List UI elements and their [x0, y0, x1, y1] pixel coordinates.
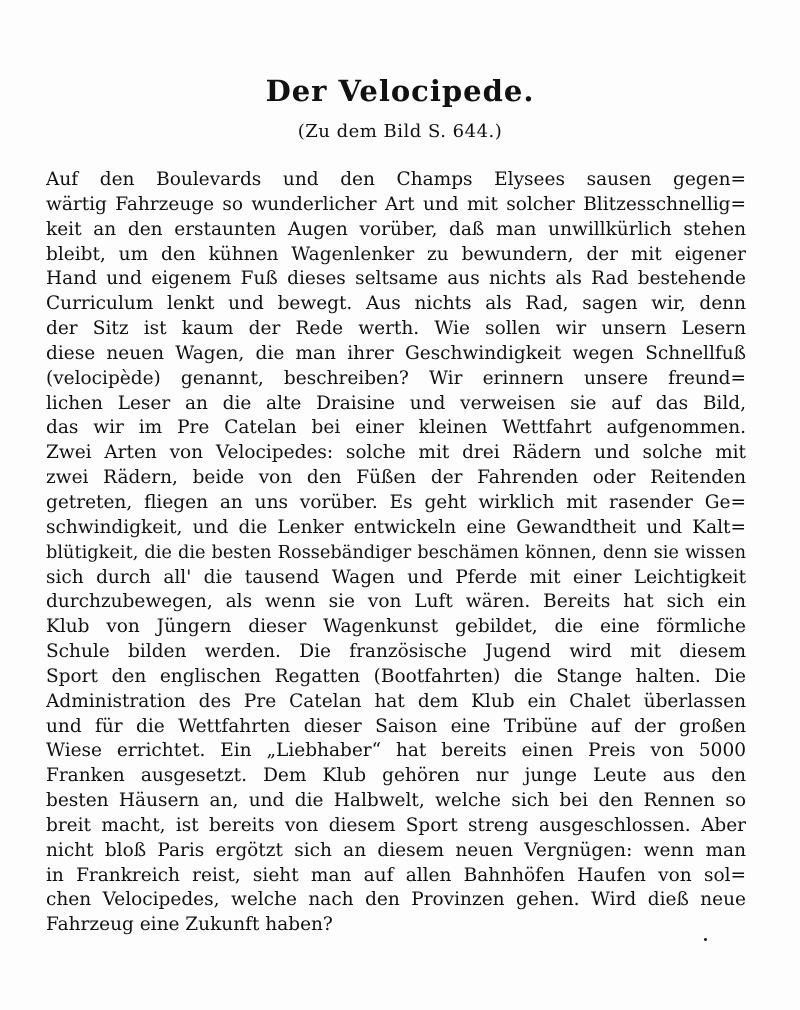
body-line: lichen Leser an die alte Draisine und verweisen sie auf das Bild,	[46, 392, 746, 414]
body-line: Franken ausgesetzt. Dem Klub gehören nur junge Leute aus den	[46, 765, 746, 787]
body-line: Zwei Arten von Velocipedes: solche mit drei Rädern und solche mit	[46, 442, 746, 464]
body-line: das wir im Pre Catelan bei einer kleinen Wettfahrt aufgenommen.	[46, 417, 746, 439]
body-line: Curriculum lenkt und bewegt. Aus nichts als Rad, sagen wir, denn	[46, 293, 746, 315]
body-line: breit macht, ist bereits von diesem Sport streng ausgeschlossen. Aber	[46, 814, 746, 836]
body-line: chen Velocipedes, welche nach den Provinzen gehen. Wird dieß neue	[46, 889, 746, 911]
body-line: Administration des Pre Catelan hat dem Klub ein Chalet überlassen	[46, 690, 746, 712]
body-line: Sport den englischen Regatten (Bootfahrten) die Stange halten. Die	[46, 665, 746, 687]
body-line: der Sitz ist kaum der Rede werth. Wie sollen wir unsern Lesern	[46, 318, 746, 340]
body-line: (velocipède) genannt, beschreiben? Wir erinnern unsere freund=	[46, 367, 746, 389]
article-subtitle: (Zu dem Bild S. 644.)	[297, 121, 503, 142]
body-line: und für die Wettfahrten dieser Saison eine Tribüne auf der großen	[46, 715, 746, 737]
body-line: blütigkeit, die die besten Rossebändiger beschämen können, denn sie wissen	[46, 542, 746, 563]
body-line-last: Fahrzeug eine Zukunft haben?	[46, 914, 333, 936]
body-line: sich durch all' die tausend Wagen und Pferde mit einer Leichtigkeit	[46, 566, 746, 588]
article-body	[46, 168, 746, 938]
body-line: Klub von Jüngern dieser Wagenkunst gebildet, die eine förmliche	[46, 616, 746, 638]
body-line: Wiese errichtet. Ein „Liebhaber“ hat bereits einen Preis von 5000	[46, 740, 746, 762]
body-line: Auf den Boulevards und den Champs Elysees sausen gegen=	[46, 169, 746, 190]
body-line: getreten, fliegen an uns vorüber. Es geht wirklich mit rasender Ge=	[46, 491, 746, 513]
body-line: Hand und eigenem Fuß dieses seltsame aus nichts als Rad bestehende	[46, 268, 746, 290]
body-line: nicht bloß Paris ergötzt sich an diesem neuen Vergnügen: wenn man	[46, 839, 746, 861]
body-line: besten Häusern an, und die Halbwelt, welche sich bei den Rennen so	[46, 790, 746, 812]
body-line: zwei Rädern, beide von den Füßen der Fahrenden oder Reitenden	[46, 467, 746, 489]
body-line: Schule bilden werden. Die französische Jugend wird mit diesem	[46, 641, 746, 663]
body-line: wärtig Fahrzeuge so wunderlicher Art und mit solcher Blitzesschnellig=	[46, 193, 746, 215]
body-line: durchzubewegen, als wenn sie von Luft wären. Bereits hat sich ein	[46, 591, 746, 613]
body-line: bleibt, um den kühnen Wagenlenker zu bewundern, der mit eigener	[46, 243, 746, 265]
body-line: keit an den erstaunten Augen vorüber, daß man unwillkürlich stehen	[46, 218, 746, 240]
body-line: schwindigkeit, und die Lenker entwickeln eine Gewandtheit und Kalt=	[46, 516, 746, 538]
article-title: Der Velocipede.	[265, 74, 535, 108]
body-line: in Frankreich reist, sieht man auf allen Bahnhöfen Haufen von sol=	[46, 864, 746, 886]
body-line: diese neuen Wagen, die man ihrer Geschwindigkeit wegen Schnellfuß	[46, 342, 746, 364]
print-speck	[704, 938, 707, 941]
